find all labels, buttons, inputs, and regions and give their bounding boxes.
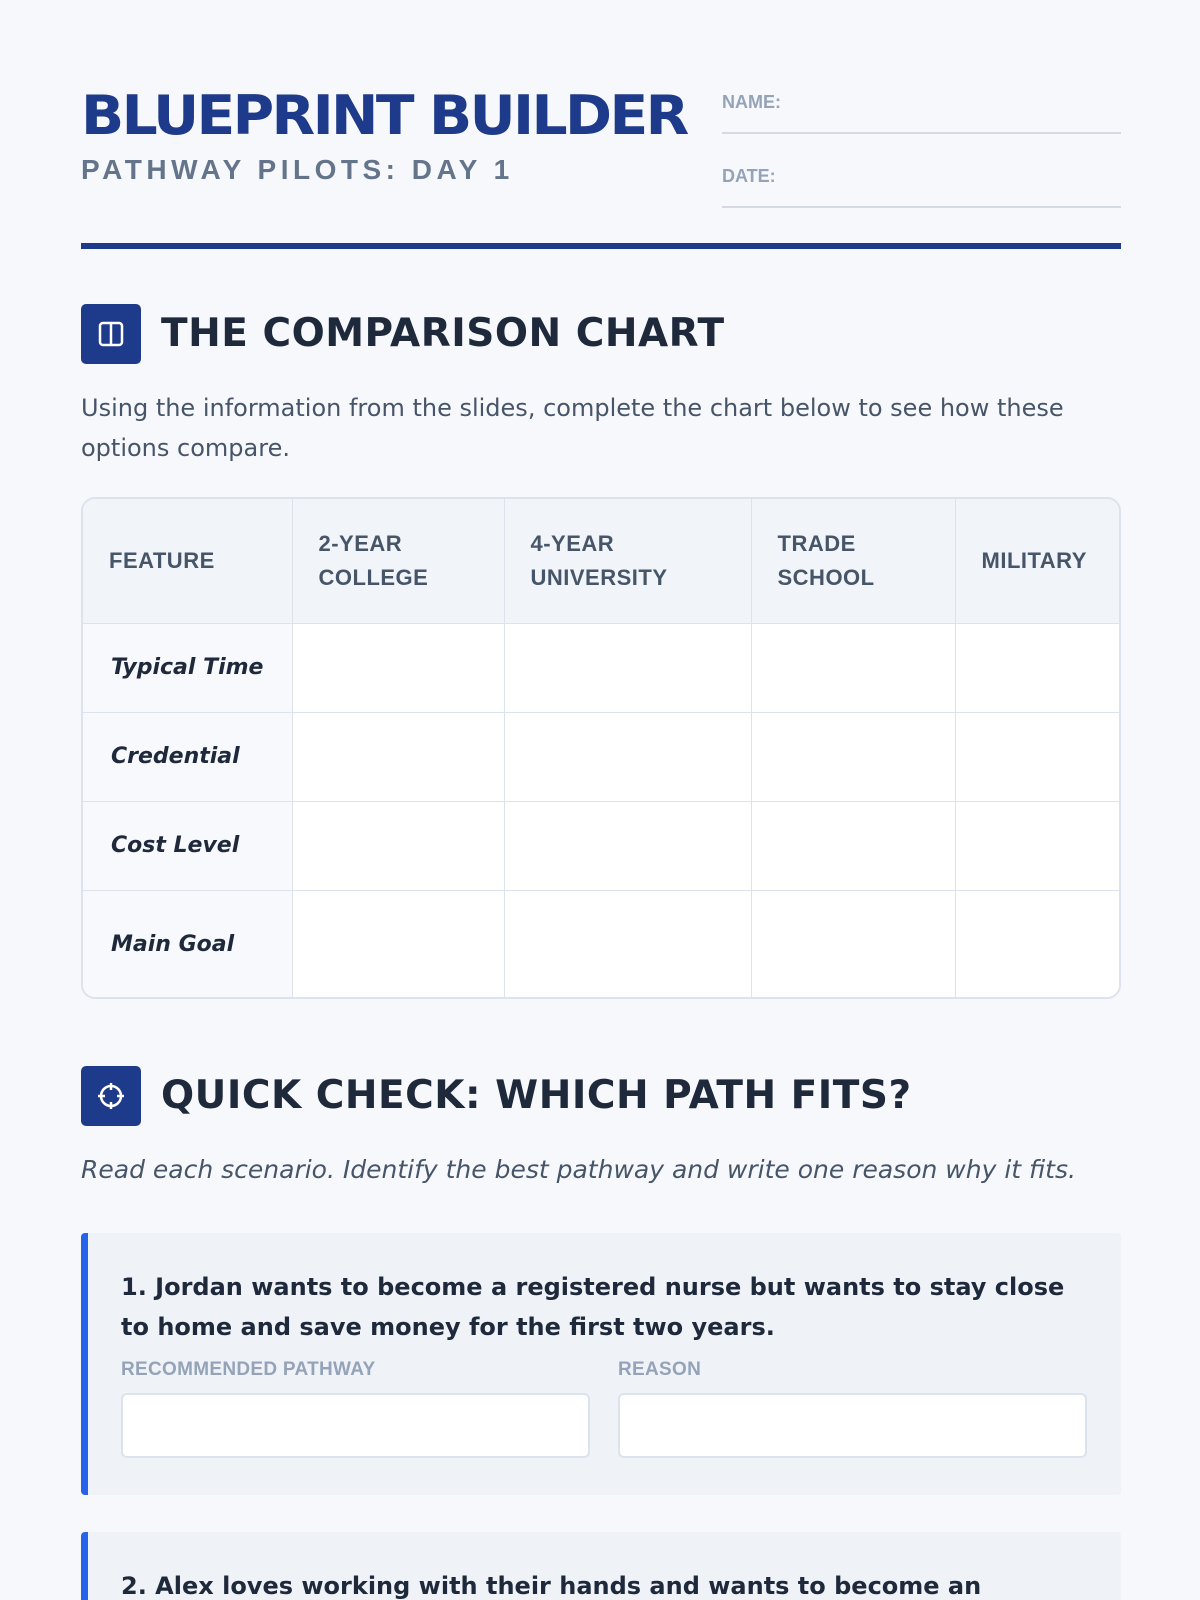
header-divider [81, 243, 1121, 249]
table-cell[interactable] [504, 623, 751, 712]
table-cell[interactable] [504, 712, 751, 801]
table-header-row [83, 499, 1121, 623]
pathway-label: RECOMMENDED PATHWAY [121, 1359, 376, 1380]
table-cell[interactable] [955, 801, 1121, 890]
table-cell[interactable] [292, 712, 504, 801]
table-cell[interactable] [751, 801, 955, 890]
table-header: FEATURE [83, 499, 292, 623]
pathway-input[interactable] [121, 1393, 590, 1458]
table-cell[interactable] [955, 890, 1121, 999]
table-cell[interactable] [292, 623, 504, 712]
table-cell[interactable] [292, 890, 504, 999]
reason-label: REASON [618, 1359, 702, 1380]
quick-check-section-heading [81, 1066, 1121, 1126]
page-title: BLUEPRINT BUILDER [81, 84, 687, 147]
target-icon [81, 1066, 141, 1126]
table-cell[interactable] [751, 623, 955, 712]
table-cell[interactable] [504, 890, 751, 999]
worksheet-page [81, 0, 1121, 1600]
table-cell[interactable] [955, 623, 1121, 712]
row-label: Cost Level [83, 801, 292, 890]
table-header: 4-YEAR UNIVERSITY [504, 499, 751, 623]
reason-input[interactable] [618, 1393, 1087, 1458]
table-row [83, 801, 1121, 890]
date-field[interactable] [722, 162, 1121, 208]
worksheet-header [81, 82, 1121, 252]
table-header: 2-YEAR COLLEGE [292, 499, 504, 623]
date-label: DATE: [722, 166, 776, 186]
table-row [83, 623, 1121, 712]
quick-check-section-title: QUICK CHECK: WHICH PATH FITS? [161, 1073, 912, 1118]
scenario-card [81, 1233, 1121, 1495]
row-label: Typical Time [83, 623, 292, 712]
scenario-card [81, 1532, 1121, 1600]
comparison-intro: Using the information from the slides, complete the chart below to see how these options compare. [81, 394, 1064, 462]
scenario-question: 2. Alex loves working with their hands and wants to become an [121, 1572, 982, 1600]
row-label: Main Goal [83, 890, 292, 999]
table-header: MILITARY [955, 499, 1121, 623]
table-cell[interactable] [292, 801, 504, 890]
columns-icon [81, 304, 141, 364]
table-row [83, 890, 1121, 999]
table-row [83, 712, 1121, 801]
table-cell[interactable] [751, 890, 955, 999]
scenario-question: 1. Jordan wants to become a registered nurse but wants to stay close to home and save money for the first two years. [121, 1273, 1065, 1341]
table-cell[interactable] [504, 801, 751, 890]
comparison-section-heading [81, 304, 1121, 364]
comparison-table [81, 497, 1121, 999]
quick-check-instructions: Read each scenario. Identify the best pathway and write one reason why it fits. [81, 1155, 1076, 1184]
table-header: TRADE SCHOOL [751, 499, 955, 623]
table-cell[interactable] [955, 712, 1121, 801]
name-label: NAME: [722, 92, 781, 112]
name-field[interactable] [722, 88, 1121, 134]
row-label: Credential [83, 712, 292, 801]
comparison-section-title: THE COMPARISON CHART [161, 311, 725, 356]
page-subtitle: PATHWAY PILOTS: DAY 1 [81, 154, 514, 185]
table-cell[interactable] [751, 712, 955, 801]
